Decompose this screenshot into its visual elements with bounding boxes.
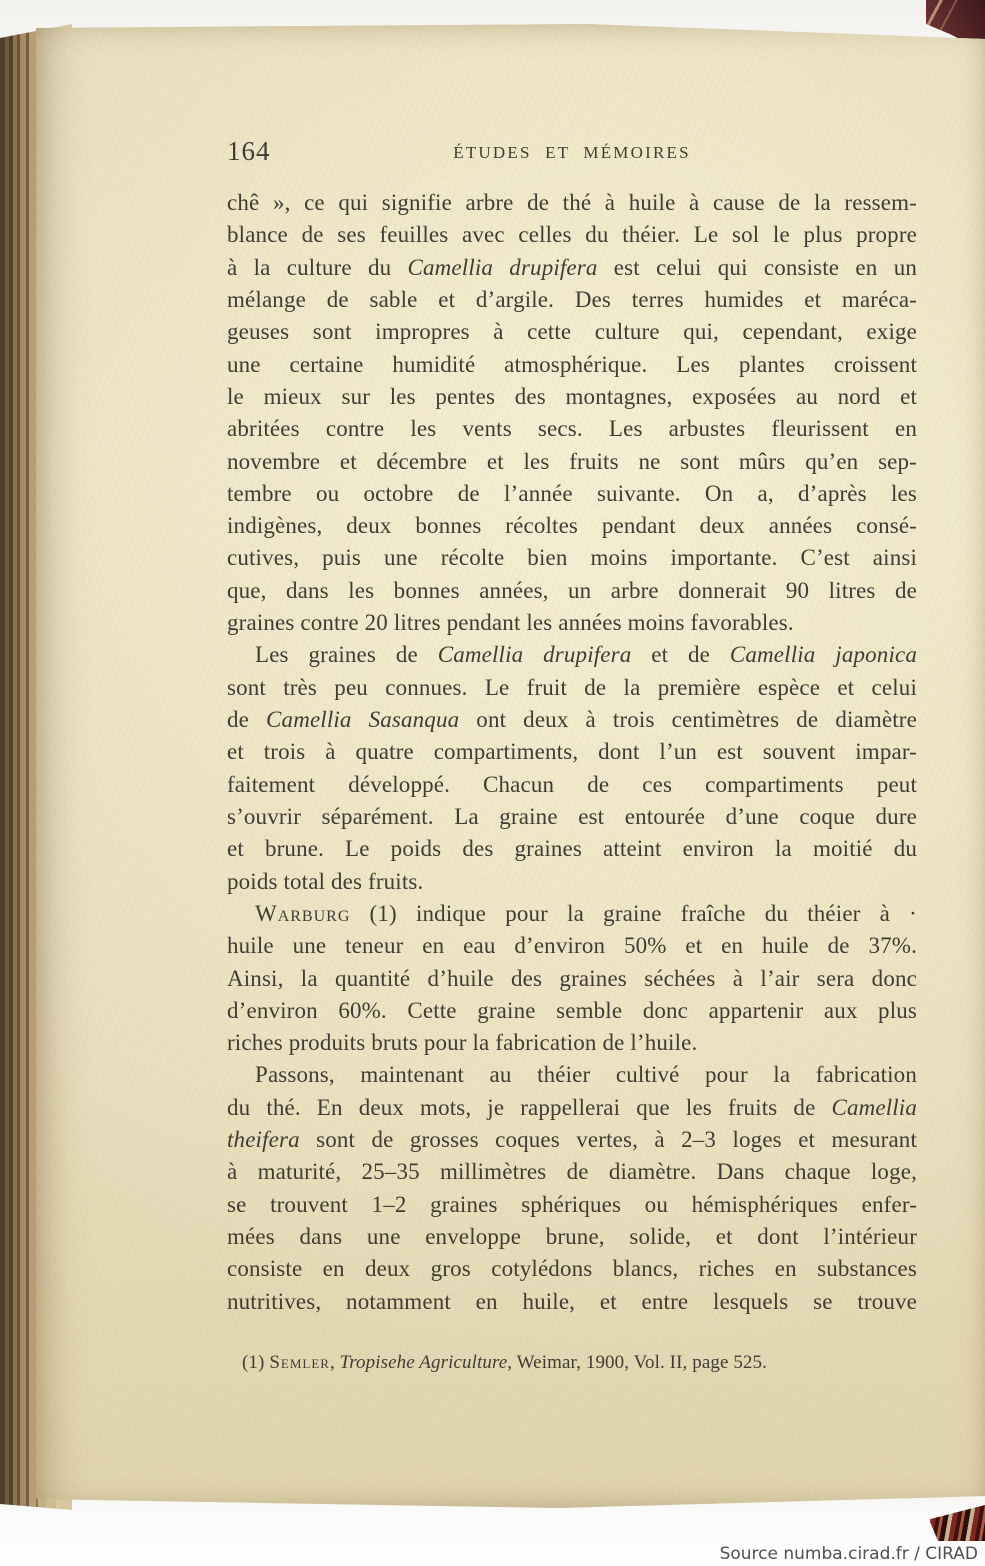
- body-line: [227, 672, 917, 704]
- text-run: et de: [631, 642, 730, 668]
- text-run: et trois à quatre compartiments, dont l’un est souvent impar-: [227, 739, 917, 765]
- book-cover-corner-bottom-right: [929, 1505, 985, 1541]
- body-line: [227, 187, 917, 219]
- body-line: [227, 252, 917, 284]
- body-line: [227, 1189, 917, 1221]
- body-line: [227, 381, 917, 413]
- page-header: [227, 136, 917, 172]
- smallcaps-text-run: Semler: [269, 1352, 330, 1373]
- body-line: [227, 769, 917, 801]
- text-run: Ainsi, la quantité d’huile des graines séchées à l’air sera donc: [227, 965, 917, 991]
- body-line: [227, 219, 917, 251]
- text-run: tembre ou octobre de l’année suivante. On a, d’après les: [227, 480, 917, 506]
- text-run: du thé. En deux mots, je rappellerai que les fruits de: [227, 1094, 832, 1120]
- text-run: poids total des fruits.: [227, 868, 424, 894]
- page-number: 164: [227, 136, 271, 166]
- italic-text-run: Camellia drupifera: [407, 254, 598, 280]
- body-line: [227, 413, 917, 445]
- paragraph: [227, 187, 917, 639]
- text-run: blance de ses feuilles avec celles du théier. Le sol le plus propre: [227, 222, 917, 248]
- italic-text-run: Tropisehe Agriculture: [339, 1352, 508, 1373]
- text-run: ont deux à trois centimètres de diamètre: [459, 707, 917, 732]
- body-line: [227, 510, 917, 542]
- text-run: mées dans une enveloppe brune, solide, et dont l’intérieur: [227, 1224, 917, 1249]
- body-line: [227, 1286, 917, 1318]
- body-line: [227, 1156, 917, 1188]
- italic-text-run: theifera: [227, 1127, 300, 1153]
- body-line: [227, 478, 917, 510]
- running-title: ÉTUDES ET MÉMOIRES: [453, 143, 691, 162]
- text-run: Passons, maintenant au théier cultivé pour la fabrication: [255, 1062, 917, 1088]
- text-run: se trouvent 1–2 graines sphériques ou hémisphériques enfer-: [227, 1191, 917, 1217]
- source-watermark: Source numba.cirad.fr / CIRAD: [719, 1544, 978, 1564]
- text-run: à la culture du: [227, 254, 408, 280]
- text-run: sont très peu connues. Le fruit de la première espèce et celui: [227, 674, 917, 700]
- text-run: s’ouvrir séparément. La graine est entourée d’une coque dure: [227, 803, 917, 829]
- text-run: chê », ce qui signifie arbre de thé à huile à cause de la ressem-: [227, 190, 917, 215]
- body-line: [227, 898, 917, 930]
- text-run: riches produits bruts pour la fabrication de l’huile.: [227, 1030, 698, 1056]
- body-line: [227, 542, 917, 574]
- text-run: Les graines de: [255, 642, 438, 668]
- text-run: de: [227, 707, 267, 732]
- smallcaps-text-run: Warburg: [255, 900, 351, 926]
- italic-text-run: Camellia japonica: [729, 642, 917, 668]
- body-line: [227, 284, 917, 316]
- body-line: [227, 607, 917, 639]
- body-line: [227, 801, 917, 833]
- text-run: consiste en deux gros cotylédons blancs, riches en substances: [227, 1256, 917, 1282]
- body-line: [227, 736, 917, 768]
- body-line: [227, 930, 917, 962]
- text-run: mélange de sable et d’argile. Des terres humides et maréca-: [227, 286, 917, 312]
- text-run: novembre et décembre et les fruits ne sont mûrs qu’en sep-: [227, 448, 917, 474]
- text-run: nutritives, notamment en huile, et entre lesquels se trouve: [227, 1288, 917, 1314]
- body-line: [227, 995, 917, 1027]
- text-run: est celui qui consiste en un: [597, 254, 917, 280]
- text-run: indigènes, deux bonnes récoltes pendant deux années consé-: [227, 513, 917, 539]
- body-line: [227, 349, 917, 381]
- text-run: que, dans les bonnes années, un arbre donnerait 90 litres de: [227, 577, 917, 603]
- text-run: geuses sont impropres à cette culture qui, cependant, exige: [227, 319, 917, 345]
- italic-text-run: Camellia drupifera: [437, 642, 632, 668]
- text-block: [227, 187, 917, 1318]
- body-line: [227, 833, 917, 865]
- body-line: [227, 1027, 917, 1059]
- text-run: sont de grosses coques vertes, à 2–3 loges et mesurant: [299, 1127, 917, 1153]
- body-line: [227, 446, 917, 478]
- text-run: une certaine humidité atmosphérique. Les plantes croissent: [227, 351, 917, 377]
- text-run: (1): [242, 1352, 270, 1373]
- body-line: [227, 1092, 917, 1124]
- text-run: d’environ 60%. Cette graine semble donc appartenir aux plus: [227, 997, 917, 1023]
- text-run: ,: [329, 1352, 340, 1373]
- body-line: [227, 704, 917, 736]
- paragraph: [227, 1059, 917, 1318]
- text-run: et brune. Le poids des graines atteint environ la moitié du: [227, 836, 917, 862]
- paragraph: [227, 898, 917, 1060]
- body-line: [227, 639, 917, 671]
- text-run: le mieux sur les pentes des montagnes, exposées au nord et: [227, 383, 917, 409]
- body-line: [227, 1221, 917, 1253]
- body-line: [227, 316, 917, 348]
- text-run: huile une teneur en eau d’environ 50% et en huile de 37%.: [227, 933, 917, 959]
- text-run: à maturité, 25–35 millimètres de diamètre. Dans chaque loge,: [227, 1159, 917, 1185]
- body-line: [227, 1124, 917, 1156]
- italic-text-run: Camellia: [831, 1094, 917, 1120]
- body-line: [227, 963, 917, 995]
- body-line: [227, 1059, 917, 1091]
- footnote: [242, 1350, 912, 1376]
- text-run: (1) indique pour la graine fraîche du théier à ·: [350, 900, 917, 926]
- body-line: [227, 1253, 917, 1285]
- body-line: [227, 575, 917, 607]
- text-run: abritées contre les vents secs. Les arbustes fleurissent en: [227, 416, 917, 442]
- text-run: graines contre 20 litres pendant les années moins favorables.: [227, 610, 794, 636]
- text-run: cutives, puis une récolte bien moins importante. C’est ainsi: [227, 545, 917, 571]
- text-run: faitement développé. Chacun de ces compartiments peut: [227, 771, 917, 797]
- body-line: [227, 866, 917, 898]
- paragraph: [227, 639, 917, 898]
- italic-text-run: Camellia Sasanqua: [266, 707, 460, 732]
- text-run: , Weimar, 1900, Vol. II, page 525.: [507, 1352, 767, 1373]
